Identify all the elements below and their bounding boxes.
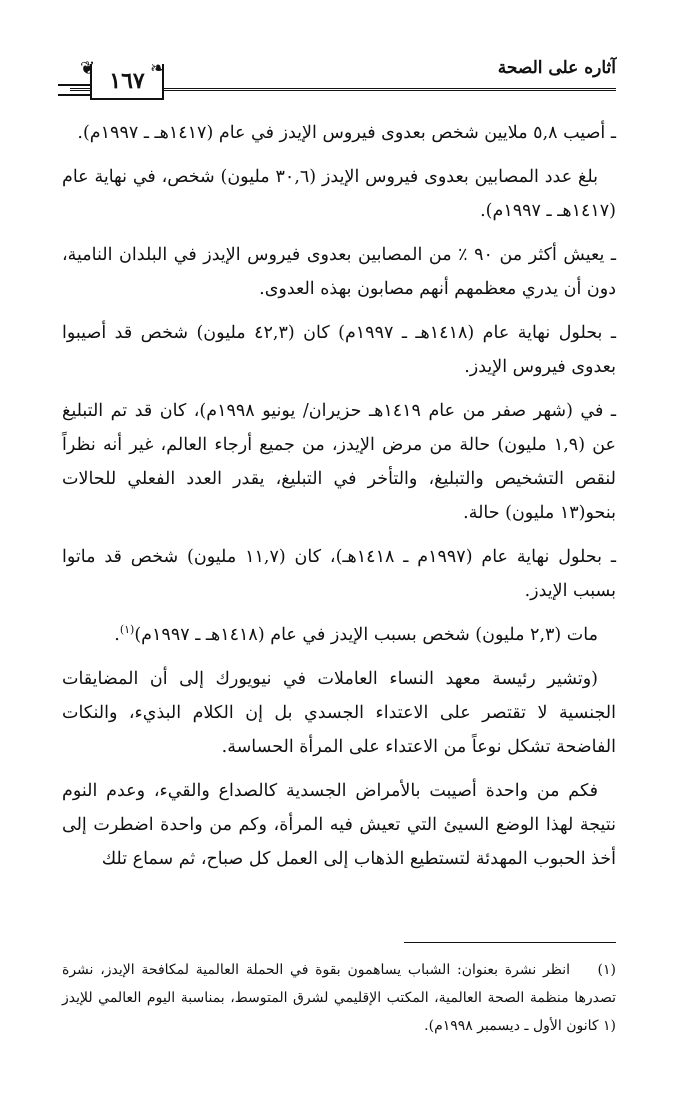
footnote-rule — [404, 942, 616, 943]
page-number: ١٦٧ — [109, 68, 145, 94]
paragraph: (وتشير رئيسة معهد النساء العاملات في نيويورك إلى أن المضايقات الجنسية لا تقتصر على الاعتداء الجسدي بل إن الكلام البذيء، والنكات الفاضحة تشكل نوعاً من الاعتداء على المرأة الحساسة. — [62, 669, 616, 757]
footnote-marker: (١) — [597, 962, 616, 978]
footnote-text: انظر نشرة بعنوان: الشباب يساهمون بقوة في الحملة العالمية لمكافحة الإيدز، نشرة تصدرها منظمة الصحة العالمية، المكتب الإقليمي لشرق المتوسط، بمناسبة اليوم العالمي للإيدز (١ كانون الأول ـ ديسمبر ١٩٩٨م). — [62, 962, 616, 1034]
leaf-ornament-icon: ❧ — [150, 58, 166, 79]
footnote-reference[interactable]: (١) — [119, 623, 135, 637]
paragraph: ـ أصيب ٥,٨ ملايين شخص بعدوى فيروس الإيدز في عام (١٤١٧هـ ـ ١٩٩٧م). — [77, 123, 616, 143]
paragraph — [62, 618, 616, 652]
paragraph-text: مات (٢,٣ مليون) شخص بسبب الإيدز في عام (١٤١٨هـ ـ ١٩٩٧م) — [134, 625, 598, 645]
running-title: آثاره على الصحة — [497, 58, 616, 78]
paragraph: ـ في (شهر صفر من عام ١٤١٩هـ حزيران/ يونيو ١٩٩٨م)، كان قد تم التبليغ عن (١,٩ مليون) حالة من مرض الإيدز، من جميع أرجاء العالم، غير أنه نظراً لنقص التشخيص والتبليغ، والتأخر في التبليغ، يقدر العدد الفعلي للحالات بنحو(١٣ مليون) حالة. — [62, 401, 617, 523]
paragraph: فكم من واحدة أصيبت بالأمراض الجسدية كالصداع والقيء، وعدم النوم نتيجة لهذا الوضع السيئ التي تعيش فيه المرأة، وكم من واحدة اضطرت إلى أخذ الحبوب المهدئة لتستطيع الذهاب إلى العمل كل صباح، ثم سماع تلك — [62, 781, 616, 869]
paragraph: ـ بحلول نهاية عام (١٩٩٧م ـ ١٤١٨هـ)، كان (١١,٧ مليون) شخص قد ماتوا بسبب الإيدز. — [62, 547, 616, 601]
period: . — [114, 625, 120, 645]
footnote — [62, 956, 616, 1040]
paragraph: بلغ عدد المصابين بعدوى فيروس الإيدز (٣٠,٦ مليون) شخص، في نهاية عام (١٤١٧هـ ـ ١٩٩٧م). — [62, 167, 616, 221]
body-text — [62, 116, 616, 886]
paragraph: ـ بحلول نهاية عام (١٤١٨هـ ـ ١٩٩٧م) كان (٤٢,٣ مليون) شخص قد أصيبوا بعدوى فيروس الإيدز. — [62, 323, 616, 377]
paragraph: ـ يعيش أكثر من ٩٠ ٪ من المصابين بعدوى فيروس الإيدز في البلدان النامية، دون أن يدري معظمهم أنهم مصابون بهذه العدوى. — [62, 245, 616, 299]
header-left-rules — [58, 84, 90, 96]
leaf-ornament-icon: ❦ — [80, 58, 96, 79]
